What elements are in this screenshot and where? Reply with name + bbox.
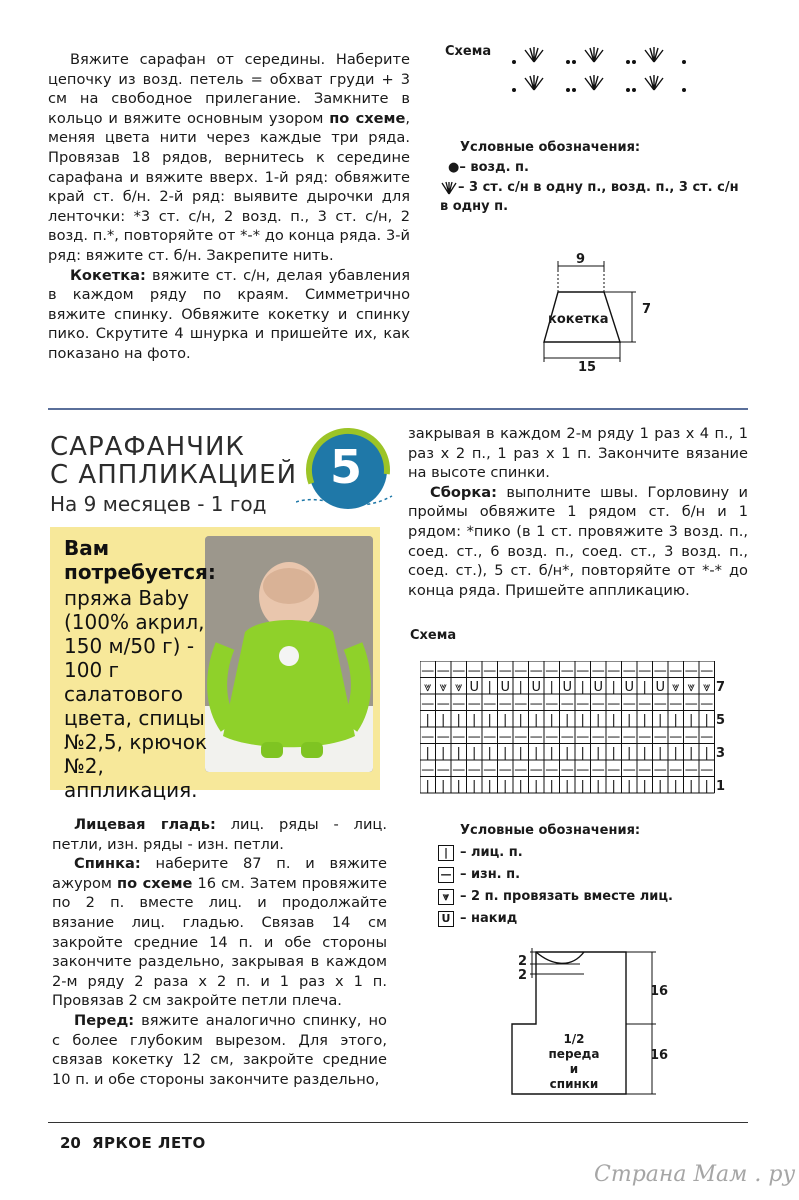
chart-cell-knit: | [627, 778, 632, 794]
legend-purl: — – изн. п. [438, 864, 748, 886]
legend-knit: | – лиц. п. [438, 842, 748, 864]
chart-cell-purl: — [607, 696, 621, 712]
chart-cell-purl: — [498, 696, 512, 712]
chart-cell-purl: — [483, 762, 497, 778]
chart-cell-purl: — [529, 663, 543, 679]
materials-heading: Вам потребуется: [64, 536, 216, 584]
badge-number: 5 [330, 440, 363, 494]
chart-cell-purl: — [436, 762, 450, 778]
materials-text [64, 536, 216, 584]
purl-stitch-icon: — [438, 867, 454, 883]
chart-cell-knit: | [472, 778, 477, 794]
fan-symbol [585, 47, 603, 62]
chart-cell-knit: | [472, 712, 477, 728]
chart-row-number: 5 [716, 713, 726, 728]
chart-cell-knit: | [487, 679, 492, 695]
knitting-chart [420, 661, 720, 797]
watermark: Страна Мам . ру [594, 1162, 796, 1187]
chart-cell-knit: | [549, 712, 554, 728]
chart-cell-purl: — [638, 663, 652, 679]
chart-cell-knit: | [642, 712, 647, 728]
chart-cell-purl: — [545, 663, 559, 679]
baby-photo [205, 536, 373, 772]
chart-cell-purl: — [576, 762, 590, 778]
chart-cell-knit: | [441, 712, 446, 728]
chart-cell-purl: — [669, 663, 683, 679]
chart-cell-yo: U [593, 679, 604, 695]
chart-cell-knit: | [518, 712, 523, 728]
chart-cell-purl: — [622, 762, 636, 778]
chart-cell-purl: — [545, 696, 559, 712]
chart-cell-purl: — [514, 729, 528, 745]
right-instructions [408, 424, 748, 600]
chart-cell-purl: — [684, 729, 698, 745]
chart-cell-purl: — [622, 696, 636, 712]
chart-cell-knit: | [611, 712, 616, 728]
chart-cell-purl: — [591, 762, 605, 778]
chart-cell-knit: | [689, 745, 694, 761]
magazine-title: ЯРКОЕ ЛЕТО [92, 1134, 206, 1152]
chart-cell-knit: | [580, 712, 585, 728]
chart-cell-purl: — [514, 696, 528, 712]
chart-cell-purl: — [514, 762, 528, 778]
yoke-bottom-dim: 15 [578, 360, 597, 375]
chart-cell-purl: — [684, 762, 698, 778]
chart-cell-knit: | [518, 679, 523, 695]
chart-cell-purl: — [498, 762, 512, 778]
chart-cell-knit: | [503, 745, 508, 761]
project-subtitle: На 9 месяцев - 1 год [50, 492, 267, 516]
chart-cell-purl: — [467, 729, 481, 745]
paragraph: Спинка: наберите 87 п. и вяжите ажуром по схеме 16 см. Затем провяжите по 2 п. вместе лиц. и продолжайте вязание лиц. гладью. Связав 14 см закройте средние 14 п. и обе стороны закончите раздельно, закрывая в каждом 2-м ряду 2 раза х 2 п. и 1 раз х 1 п. Провязав 2 см закройте петли плеча. [52, 855, 387, 1010]
paragraph: закрывая в каждом 2-м ряду 1 раз х 4 п., 1 раз х 2 п., 1 раз х 1 п. Закончите вязание на высоте спинки. [408, 425, 748, 482]
chart-cell-knit: | [596, 778, 601, 794]
chart-cell-knit: | [518, 778, 523, 794]
chart-cell-knit: | [472, 745, 477, 761]
fan-symbol [525, 47, 543, 62]
fan-symbol [525, 75, 543, 90]
chart-cell-knit: | [642, 745, 647, 761]
chart-cell-knit: | [487, 712, 492, 728]
chart-cell-knit: | [689, 712, 694, 728]
top-scheme-title: Схема [445, 44, 492, 59]
chart-cell-knit: | [534, 712, 539, 728]
chart-cell-purl: — [452, 663, 466, 679]
body-dim: 2 [518, 968, 528, 983]
chart-cell-purl: — [421, 663, 435, 679]
chart-cell-purl: — [591, 696, 605, 712]
chart-cell-knit: | [689, 778, 694, 794]
chart-legend [438, 842, 748, 930]
chart-cell-knit: | [673, 778, 678, 794]
chart-cell-purl: — [545, 729, 559, 745]
chart-cell-knit: | [596, 745, 601, 761]
chart-cell-purl: — [421, 729, 435, 745]
paragraph: Перед: вяжите аналогично спинку, но с более глубоким вырезом. Для этого, связав кокетку 12 см, закройте средние 10 п. и обе стороны закончите раздельно, [52, 1011, 387, 1088]
chart-cell-k2tog: ⩔ [672, 679, 680, 695]
chart-cell-purl: — [560, 762, 574, 778]
chart-cell-purl: — [684, 663, 698, 679]
chart-cell-purl: — [669, 762, 683, 778]
chart-cell-purl: — [545, 762, 559, 778]
chart-cell-knit: | [673, 712, 678, 728]
chart-cell-knit: | [704, 778, 709, 794]
chart-cell-purl: — [653, 663, 667, 679]
fan-symbol [645, 75, 663, 90]
chart-cell-yo: U [655, 679, 666, 695]
footer-divider [48, 1122, 748, 1123]
chart-cell-purl: — [436, 729, 450, 745]
chart-cell-purl: — [653, 762, 667, 778]
chart-cell-yo: U [624, 679, 635, 695]
chart-cell-knit: | [611, 679, 616, 695]
fan-symbol-icon [440, 181, 458, 195]
project-title-line2: С АППЛИКАЦИЕЙ [50, 460, 298, 490]
chart-cell-purl: — [653, 696, 667, 712]
top-instructions [48, 50, 410, 364]
yoke-top-dim: 9 [576, 252, 586, 267]
yarn-over-icon: U [438, 911, 454, 927]
chart-cell-knit: | [425, 745, 430, 761]
top-legend-title: Условные обозначения: [460, 140, 641, 155]
chart-cell-knit: | [503, 778, 508, 794]
paragraph: Лицевая гладь: лиц. ряды - лиц. петли, изн. ряды - изн. петли. [52, 816, 388, 853]
chart-cell-knit: | [549, 745, 554, 761]
chart-cell-knit: | [534, 745, 539, 761]
body-dim: 2 [518, 954, 528, 969]
chart-cell-purl: — [421, 696, 435, 712]
body-upper-dim: 16 [650, 984, 669, 999]
chart-cell-knit: | [642, 778, 647, 794]
chart-cell-purl: — [560, 729, 574, 745]
chart-cell-knit: | [611, 778, 616, 794]
left-bottom-instructions [52, 815, 387, 1089]
chart-cell-knit: | [441, 745, 446, 761]
chart-cell-knit: | [627, 745, 632, 761]
chart-cell-k2tog: ⩔ [687, 679, 695, 695]
legend-k2tog: ⩔ – 2 п. провязать вместе лиц. [438, 886, 748, 908]
chart-cell-knit: | [642, 679, 647, 695]
chart-cell-knit: | [425, 712, 430, 728]
chart-cell-purl: — [576, 663, 590, 679]
chart-cell-purl: — [638, 729, 652, 745]
chart-cell-knit: | [549, 679, 554, 695]
top-legend-chain: ●– возд. п. [448, 160, 529, 175]
chart-cell-knit: | [518, 745, 523, 761]
chart-cell-purl: — [421, 762, 435, 778]
chart-cell-purl: — [467, 663, 481, 679]
materials-body: пряжа Baby (100% акрил, 150 м/50 г) - 100 г салатового цвета, спицы №2,5, крючок №2, аппликация. [64, 586, 208, 802]
yoke-side-dim: 7 [642, 302, 652, 317]
chart-cell-purl: — [607, 729, 621, 745]
chart-cell-purl: — [638, 696, 652, 712]
chart-cell-knit: | [658, 778, 663, 794]
chart-cell-purl: — [622, 729, 636, 745]
chart-row-number: 7 [716, 680, 726, 695]
chart-cell-purl: — [529, 696, 543, 712]
photo-illustration [205, 536, 373, 772]
k2tog-icon: ⩔ [438, 889, 454, 905]
chart-cell-purl: — [529, 729, 543, 745]
chart-cell-purl: — [684, 696, 698, 712]
chart-cell-yo: U [500, 679, 511, 695]
chart-cell-knit: | [580, 679, 585, 695]
chart-cell-purl: — [560, 696, 574, 712]
chart-cell-knit: | [627, 712, 632, 728]
chart-legend-title: Условные обозначения: [460, 823, 641, 838]
chart-cell-knit: | [487, 745, 492, 761]
chart-cell-k2tog: ⩔ [424, 679, 432, 695]
chart-cell-purl: — [700, 663, 714, 679]
chart-cell-purl: — [700, 762, 714, 778]
chart-cell-knit: | [456, 712, 461, 728]
chart-cell-knit: | [456, 778, 461, 794]
chart-cell-purl: — [498, 663, 512, 679]
chart-cell-purl: — [436, 663, 450, 679]
knit-stitch-icon: | [438, 845, 454, 861]
chart-cell-purl: — [436, 696, 450, 712]
chart-cell-knit: | [487, 778, 492, 794]
chart-cell-purl: — [591, 663, 605, 679]
section-divider [48, 408, 748, 410]
chart-title: Схема [410, 628, 457, 643]
chart-cell-purl: — [467, 696, 481, 712]
chart-cell-knit: | [503, 712, 508, 728]
page-number: 20 [60, 1134, 81, 1152]
chart-cell-purl: — [452, 729, 466, 745]
body-lower-dim: 16 [650, 1048, 669, 1063]
chart-cell-knit: | [580, 745, 585, 761]
chart-cell-knit: | [441, 778, 446, 794]
chart-cell-k2tog: ⩔ [703, 679, 711, 695]
chart-cell-knit: | [658, 745, 663, 761]
project-title-line1: САРАФАНЧИК [50, 432, 245, 462]
chart-cell-purl: — [467, 762, 481, 778]
chart-cell-knit: | [549, 778, 554, 794]
chart-cell-purl: — [529, 762, 543, 778]
chart-cell-knit: | [658, 712, 663, 728]
chart-row-number: 1 [716, 779, 726, 794]
chart-cell-yo: U [562, 679, 573, 695]
legend-yo: U – накид [438, 908, 748, 930]
fan-symbol [645, 47, 663, 62]
chart-cell-knit: | [565, 778, 570, 794]
chart-cell-purl: — [669, 729, 683, 745]
chart-cell-purl: — [514, 663, 528, 679]
crochet-symbol-diagram [508, 42, 688, 102]
paragraph: Вяжите сарафан от середины. Наберите цепочку из возд. петель = обхват груди + 3 см на свободное прилегание. Замкните в кольцо и вяжите основным узором по схеме, меняя цвета нити через каждые три ряда. Провязав 18 рядов, вернитесь к середине сарафана и вяжите вверх. 1-й ряд: обвяжите край ст. б/н. 2-й ряд: выявите дырочки для ленточки: *3 ст. с/н, 2 возд. п., 3 ст. с/н, 2 возд. п.*, повторяйте от *-* до конца ряда. 3-й ряд: вяжите ст. б/н. Закрепите нить. [48, 51, 410, 264]
chart-cell-purl: — [452, 696, 466, 712]
chart-row-number: 3 [716, 746, 726, 761]
chart-cell-purl: — [483, 729, 497, 745]
chart-cell-k2tog: ⩔ [439, 679, 447, 695]
fan-symbol [585, 75, 603, 90]
chart-cell-knit: | [580, 778, 585, 794]
chart-cell-purl: — [622, 663, 636, 679]
chart-cell-knit: | [565, 745, 570, 761]
chart-cell-purl: — [560, 663, 574, 679]
dot-icon: ● [448, 160, 460, 175]
chart-cell-purl: — [483, 696, 497, 712]
yoke-label: кокетка [548, 312, 609, 327]
chart-cell-knit: | [456, 745, 461, 761]
chart-cell-k2tog: ⩔ [455, 679, 463, 695]
chart-cell-purl: — [591, 729, 605, 745]
chart-cell-knit: | [565, 712, 570, 728]
chart-cell-purl: — [483, 663, 497, 679]
chart-cell-knit: | [425, 778, 430, 794]
chart-cell-knit: | [534, 778, 539, 794]
chart-cell-knit: | [704, 745, 709, 761]
chart-cell-purl: — [607, 663, 621, 679]
chart-cell-purl: — [576, 729, 590, 745]
chart-cell-knit: | [704, 712, 709, 728]
chart-cell-purl: — [653, 729, 667, 745]
paragraph: Кокетка: вяжите ст. с/н, делая убавления в каждом ряду по краям. Симметрично вяжите спинку. Обвяжите кокетку и спинку пико. Скрутите 4 шнурка и пришейте их, как показано на фото. [48, 266, 410, 362]
chart-cell-purl: — [669, 696, 683, 712]
paragraph: Сборка: выполните швы. Горловину и проймы обвяжите 1 рядом ст. б/н и 1 рядом: *пико (в 1 ст. провяжите 3 возд. п., соед. ст., 6 возд. п., соед. ст., 3 возд. п., соед. ст.), 5 ст. б/н*, повторяйте от *-* до конца ряда. Пришейте аппликацию. [408, 483, 748, 599]
chart-cell-knit: | [611, 745, 616, 761]
top-legend-fan: – 3 ст. с/н в одну п., возд. п., 3 ст. с/н в одну п. [440, 180, 739, 214]
chart-cell-purl: — [700, 729, 714, 745]
chart-cell-knit: | [596, 712, 601, 728]
chart-cell-purl: — [498, 729, 512, 745]
chart-cell-purl: — [452, 762, 466, 778]
chart-cell-purl: — [576, 696, 590, 712]
chart-cell-purl: — [700, 696, 714, 712]
chart-cell-purl: — [607, 762, 621, 778]
chart-cell-yo: U [531, 679, 542, 695]
body-label: 1/2 переда и спинки [548, 1032, 600, 1091]
chart-cell-knit: | [673, 745, 678, 761]
chart-cell-purl: — [638, 762, 652, 778]
chart-cell-yo: U [469, 679, 480, 695]
